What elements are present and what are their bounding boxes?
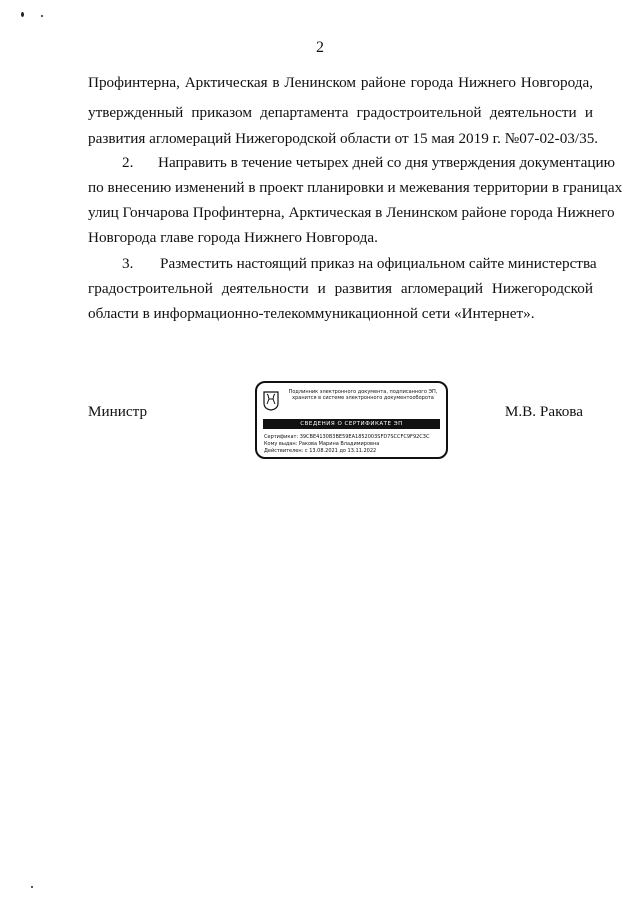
signer-title: Министр (88, 403, 148, 420)
text-line: Разместить настоящий приказ на официальном сайте министерства (160, 255, 597, 272)
text-line: развития агломераций Нижегородской области от 15 мая 2019 г. №07-02-03/35. (88, 130, 599, 147)
certificate-number: Сертификат: 39CBE4130B3BE59EA1852003SFD7SCCFC9F92C3C (264, 434, 430, 440)
scan-speck (31, 886, 33, 888)
paragraph-number: 2. (122, 154, 134, 171)
text-line: улиц Гончарова Профинтерна, Арктическая в Ленинском районе города Нижнего (88, 204, 615, 221)
stamp-bar-label: СВЕДЕНИЯ О СЕРТИФИКАТЕ ЭП (263, 419, 440, 429)
text-line: Новгорода главе города Нижнего Новгорода. (88, 229, 378, 246)
text-line: Профинтерна, Арктическая в Ленинском районе города Нижнего Новгорода, (88, 74, 593, 91)
certificate-owner: Кому выдан: Ракова Марина Владимировна (264, 441, 380, 447)
scan-speck (41, 15, 43, 17)
text-line: области в информационно-телекоммуникационной сети «Интернет». (88, 305, 535, 322)
stamp-info (264, 434, 442, 455)
stamp-header (283, 389, 443, 401)
text-line: градостроительной деятельности и развития агломераций Нижегородской (88, 280, 593, 297)
stamp-header-line: Подлинник электронного документа, подписанного ЭП, (288, 389, 438, 395)
text-line: утвержденный приказом департамента градостроительной деятельности и (88, 104, 593, 121)
text-line: по внесению изменений в проект планировки и межевания территории в границах (88, 179, 623, 196)
e-signature-stamp (255, 381, 448, 459)
signer-name: М.В. Ракова (504, 403, 583, 420)
stamp-header-line: хранится в системе электронного документооборота (292, 395, 434, 401)
certificate-validity: Действителен: с 13.08.2021 до 13.11.2022 (264, 448, 377, 454)
paragraph-number: 3. (122, 255, 134, 272)
deer-emblem-icon (263, 391, 279, 411)
scan-speck (21, 12, 24, 17)
text-line: Направить в течение четырех дней со дня утверждения документацию (158, 154, 615, 171)
page-number: 2 (316, 39, 324, 56)
